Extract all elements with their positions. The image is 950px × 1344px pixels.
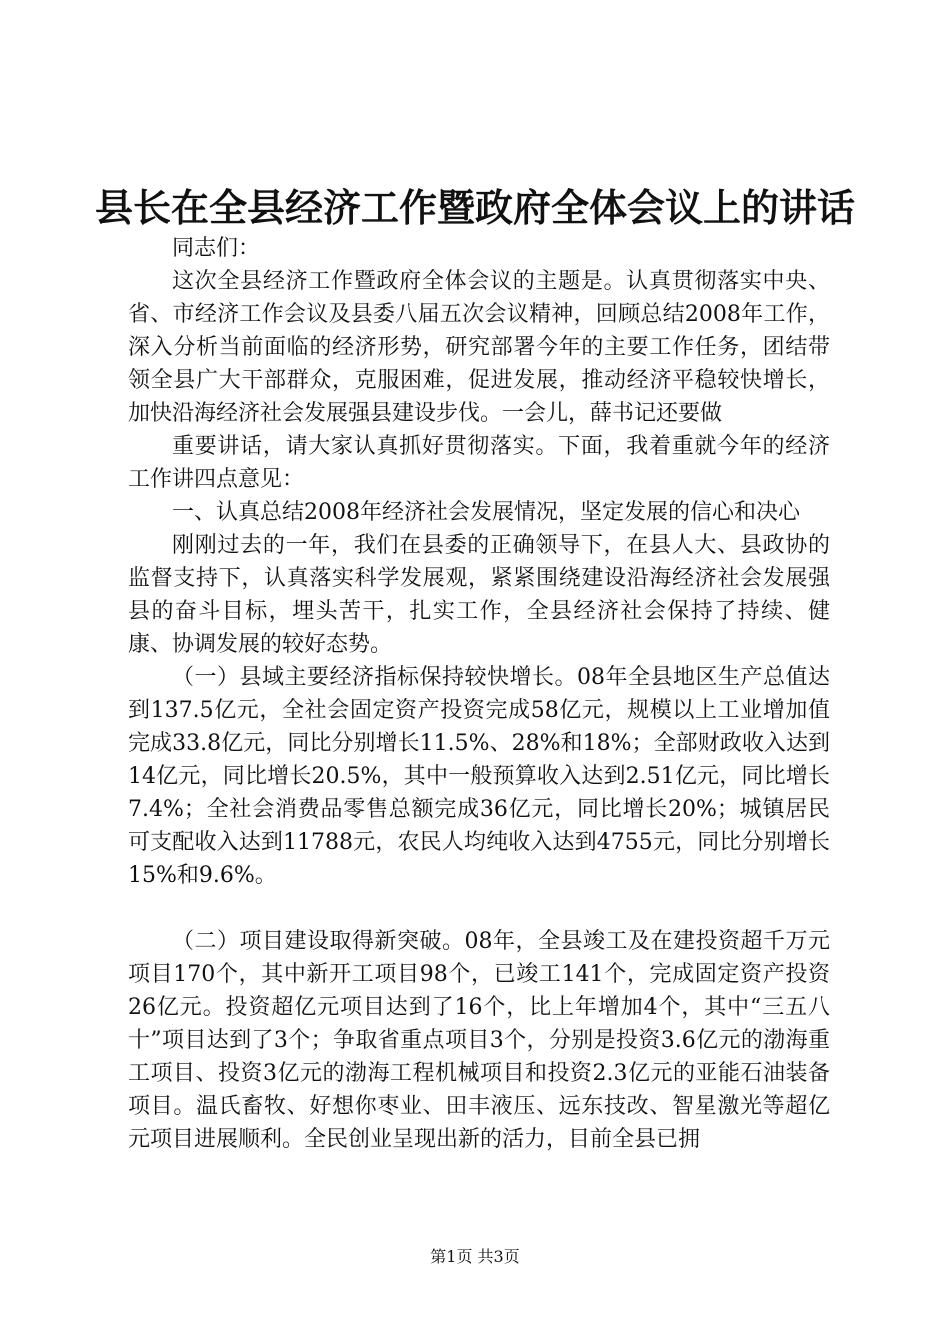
salutation: 同志们： xyxy=(172,236,261,261)
paragraph: 这次全县经济工作暨政府全体会议的主题是。认真贯彻落实中央、省、市经济工作会议及县委八届五次会议精神，回顾总结2008年工作，深入分析当前面临的经济形势，研究部署今年的主要工作任务，团结带领全县广大干部群众，克服困难，促进发展，推动经济平稳较快增长，加快沿海经济社会发展强县建设步伐。一会儿，薛书记还要做 xyxy=(128,269,830,426)
page-footer: 第1页 共3页 xyxy=(430,1247,520,1266)
paragraph: （二）项目建设取得新突破。08年，全县竣工及在建投资超千万元项目170个，其中新开工项目98个，已竣工141个，完成固定资产投资26亿元。投资超亿元项目达到了16个，比上年增加4个，其中“三五八十”项目达到了3个；争取省重点项目3个，分别是投资3.6亿元的渤海重工项目、投资3亿元的渤海工程机械项目和投资2.3亿元的亚能石油装备项目。温氏畜牧、好想你枣业、田丰液压、远东技改、智星激光等超亿元项目进展顺利。全民创业呈现出新的活力，目前全县已拥 xyxy=(128,929,830,1152)
document-title: 县长在全县经济工作暨政府全体会议上的讲话 xyxy=(94,185,855,230)
paragraph: 重要讲话，请大家认真抓好贯彻落实。下面，我着重就今年的经济工作讲四点意见： xyxy=(128,434,830,492)
paragraph: （一）县域主要经济指标保持较快增长。08年全县地区生产总值达到137.5亿元，全社会固定资产投资完成58亿元，规模以上工业增加值完成33.8亿元，同比分别增长11.5%、28%和18%；全部财政收入达到14亿元，同比增长20.5%，其中一般预算收入达到2.51亿元，同比增长7.4%；全社会消费品零售总额完成36亿元，同比增长20%；城镇居民可支配收入达到11788元，农民人均纯收入达到4755元，同比分别增长15%和9.6%。 xyxy=(128,665,830,888)
document-body xyxy=(128,232,830,1156)
paragraph: 刚刚过去的一年，我们在县委的正确领导下，在县人大、县政协的监督支持下，认真落实科学发展观，紧紧围绕建设沿海经济社会发展强县的奋斗目标，埋头苦干，扎实工作，全县经济社会保持了持续、健康、协调发展的较好态势。 xyxy=(128,533,830,657)
section-heading: 一、认真总结2008年经济社会发展情况，坚定发展的信心和决心 xyxy=(172,500,800,525)
